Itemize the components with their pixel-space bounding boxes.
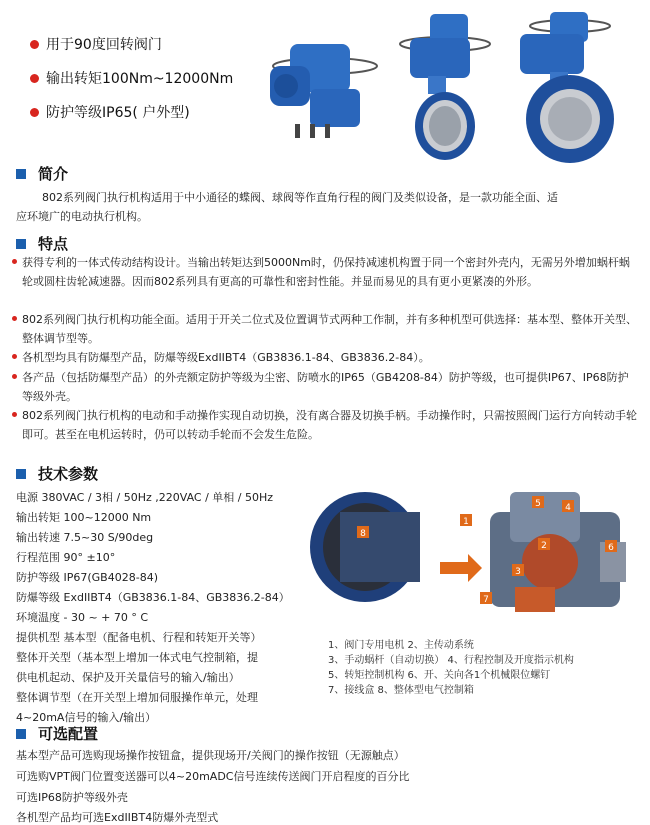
actuator-image-3 — [520, 12, 614, 163]
red-bullet-icon — [12, 316, 17, 321]
callout-8: 8 — [360, 529, 366, 539]
feature-bullet-3: 各机型均具有防爆型产品，防爆等级ExdIIBT4（GB3836.1-84、GB3836.2-84）。 — [12, 348, 638, 367]
intro-text-line-2: 应环境广的电动执行机构。 — [16, 210, 148, 223]
section-square-icon — [16, 729, 26, 739]
arrow-icon — [440, 554, 482, 582]
section-heading-tech: 技术参数 — [16, 463, 98, 484]
callout-2: 2 — [541, 541, 547, 551]
legend-line-4: 7、接线盒 8、整体型电气控制箱 — [328, 685, 474, 696]
option-line-1: 基本型产品可选购现场操作按钮盒，提供现场开/关阀门的操作按钮（无源触点） — [16, 749, 405, 762]
red-bullet-icon — [12, 374, 17, 379]
callout-4: 4 — [565, 503, 571, 513]
callout-6: 6 — [608, 543, 614, 553]
spec-line-speed: 输出转速 7.5~30 S/90deg — [16, 531, 154, 544]
callout-1: 1 — [463, 517, 469, 527]
callout-5: 5 — [535, 499, 541, 509]
spec-line-travel: 行程范围 90° ±10° — [16, 551, 116, 564]
spec-line-power: 电源 380VAC / 3相 / 50Hz ,220VAC / 单相 / 50Hz — [16, 491, 274, 504]
feature-2: 输出转矩100Nm~12000Nm — [30, 68, 233, 88]
spec-line-explosion: 防爆等级 ExdIIBT4（GB3836.1-84、GB3836.2-84） — [16, 591, 290, 604]
red-bullet-icon — [12, 412, 17, 417]
option-line-4: 各机型产品均可选ExdIIBT4防爆外壳型式 — [16, 811, 219, 824]
spec-line-regulating-model-2: 4~20mA信号的输入/输出） — [16, 711, 157, 724]
spec-line-torque: 输出转矩 100~12000 Nm — [16, 511, 152, 524]
spec-line-regulating-model-1: 整体调节型（在开关型上增加伺服操作单元，处理 — [16, 691, 258, 704]
option-line-2: 可选购VPT阀门位置变送器可以4~20mADC信号连续传送阀门开启程度的百分比 — [16, 770, 410, 783]
red-bullet-icon — [30, 108, 39, 117]
feature-bullet-5: 802系列阀门执行机构的电动和手动操作实现自动切换，没有离合器及切换手柄。手动操作时，只需按照阀门运行方向转动手轮即可。甚至在电机运转时，仍可以转动手轮而不会发生危险。 — [12, 406, 638, 444]
spec-line-switch-model-2: 供电机起动、保护及开关量信号的输入/输出） — [16, 671, 240, 684]
callout-7: 7 — [483, 595, 489, 605]
spec-line-models: 提供机型 基本型（配备电机、行程和转矩开关等） — [16, 631, 262, 644]
actuator-image-2 — [400, 14, 490, 160]
red-bullet-icon — [30, 40, 39, 49]
section-square-icon — [16, 469, 26, 479]
legend-line-2: 3、手动蜗杆（自动切换） 4、行程控制及开度指示机构 — [328, 655, 574, 666]
intro-text-line-1: 802系列阀门执行机构适用于中小通径的蝶阀、球阀等作直角行程的阀门及类似设备，是一款功能全面、适 — [42, 191, 558, 204]
spec-line-protection: 防护等级 IP67(GB4028-84) — [16, 571, 158, 584]
feature-bullet-4: 各产品（包括防爆型产品）的外壳额定防护等级为尘密、防喷水的IP65（GB4208-84）防护等级，也可提供IP67、IP68防护等级外壳。 — [12, 368, 638, 406]
legend-line-1: 1、阀门专用电机 2、主传动系统 — [328, 640, 474, 651]
actuator-exploded-diagram — [300, 482, 640, 627]
callout-3: 3 — [515, 567, 521, 577]
spec-line-switch-model-1: 整体开关型（基本型上增加一体式电气控制箱，提 — [16, 651, 258, 664]
actuator-image-1 — [270, 44, 377, 138]
product-photos — [250, 4, 645, 164]
spec-line-temperature: 环境温度 - 30 ~ + 70 ° C — [16, 611, 149, 624]
option-line-3: 可选IP68防护等级外壳 — [16, 791, 128, 804]
section-heading-intro: 简介 — [16, 163, 68, 184]
motor-cutaway — [310, 492, 420, 602]
section-heading-options: 可选配置 — [16, 723, 98, 744]
red-bullet-icon — [30, 74, 39, 83]
legend-line-3: 5、转矩控制机构 6、开、关向各1个机械限位螺钉 — [328, 670, 551, 681]
section-heading-features: 特点 — [16, 233, 68, 254]
red-bullet-icon — [12, 354, 17, 359]
section-square-icon — [16, 239, 26, 249]
feature-bullet-1: 获得专利的一体式传动结构设计。当输出转矩达到5000Nm时，仍保持减速机构置于同一个密封外壳内，无需另外增加蜗杆蜗轮或圆柱齿轮减速器。因而802系列具有更高的可靠性和密封性能。并显而易见的具有更小更紧凑的外形。 — [12, 253, 638, 291]
feature-bullet-2: 802系列阀门执行机构功能全面。适用于开关二位式及位置调节式两种工作制，并有多种机型可供选择：基本型、整体开关型、整体调节型等。 — [12, 310, 638, 348]
red-bullet-icon — [12, 259, 17, 264]
feature-1: 用于90度回转阀门 — [30, 34, 162, 54]
feature-3: 防护等级IP65( 户外型) — [30, 102, 190, 122]
section-square-icon — [16, 169, 26, 179]
